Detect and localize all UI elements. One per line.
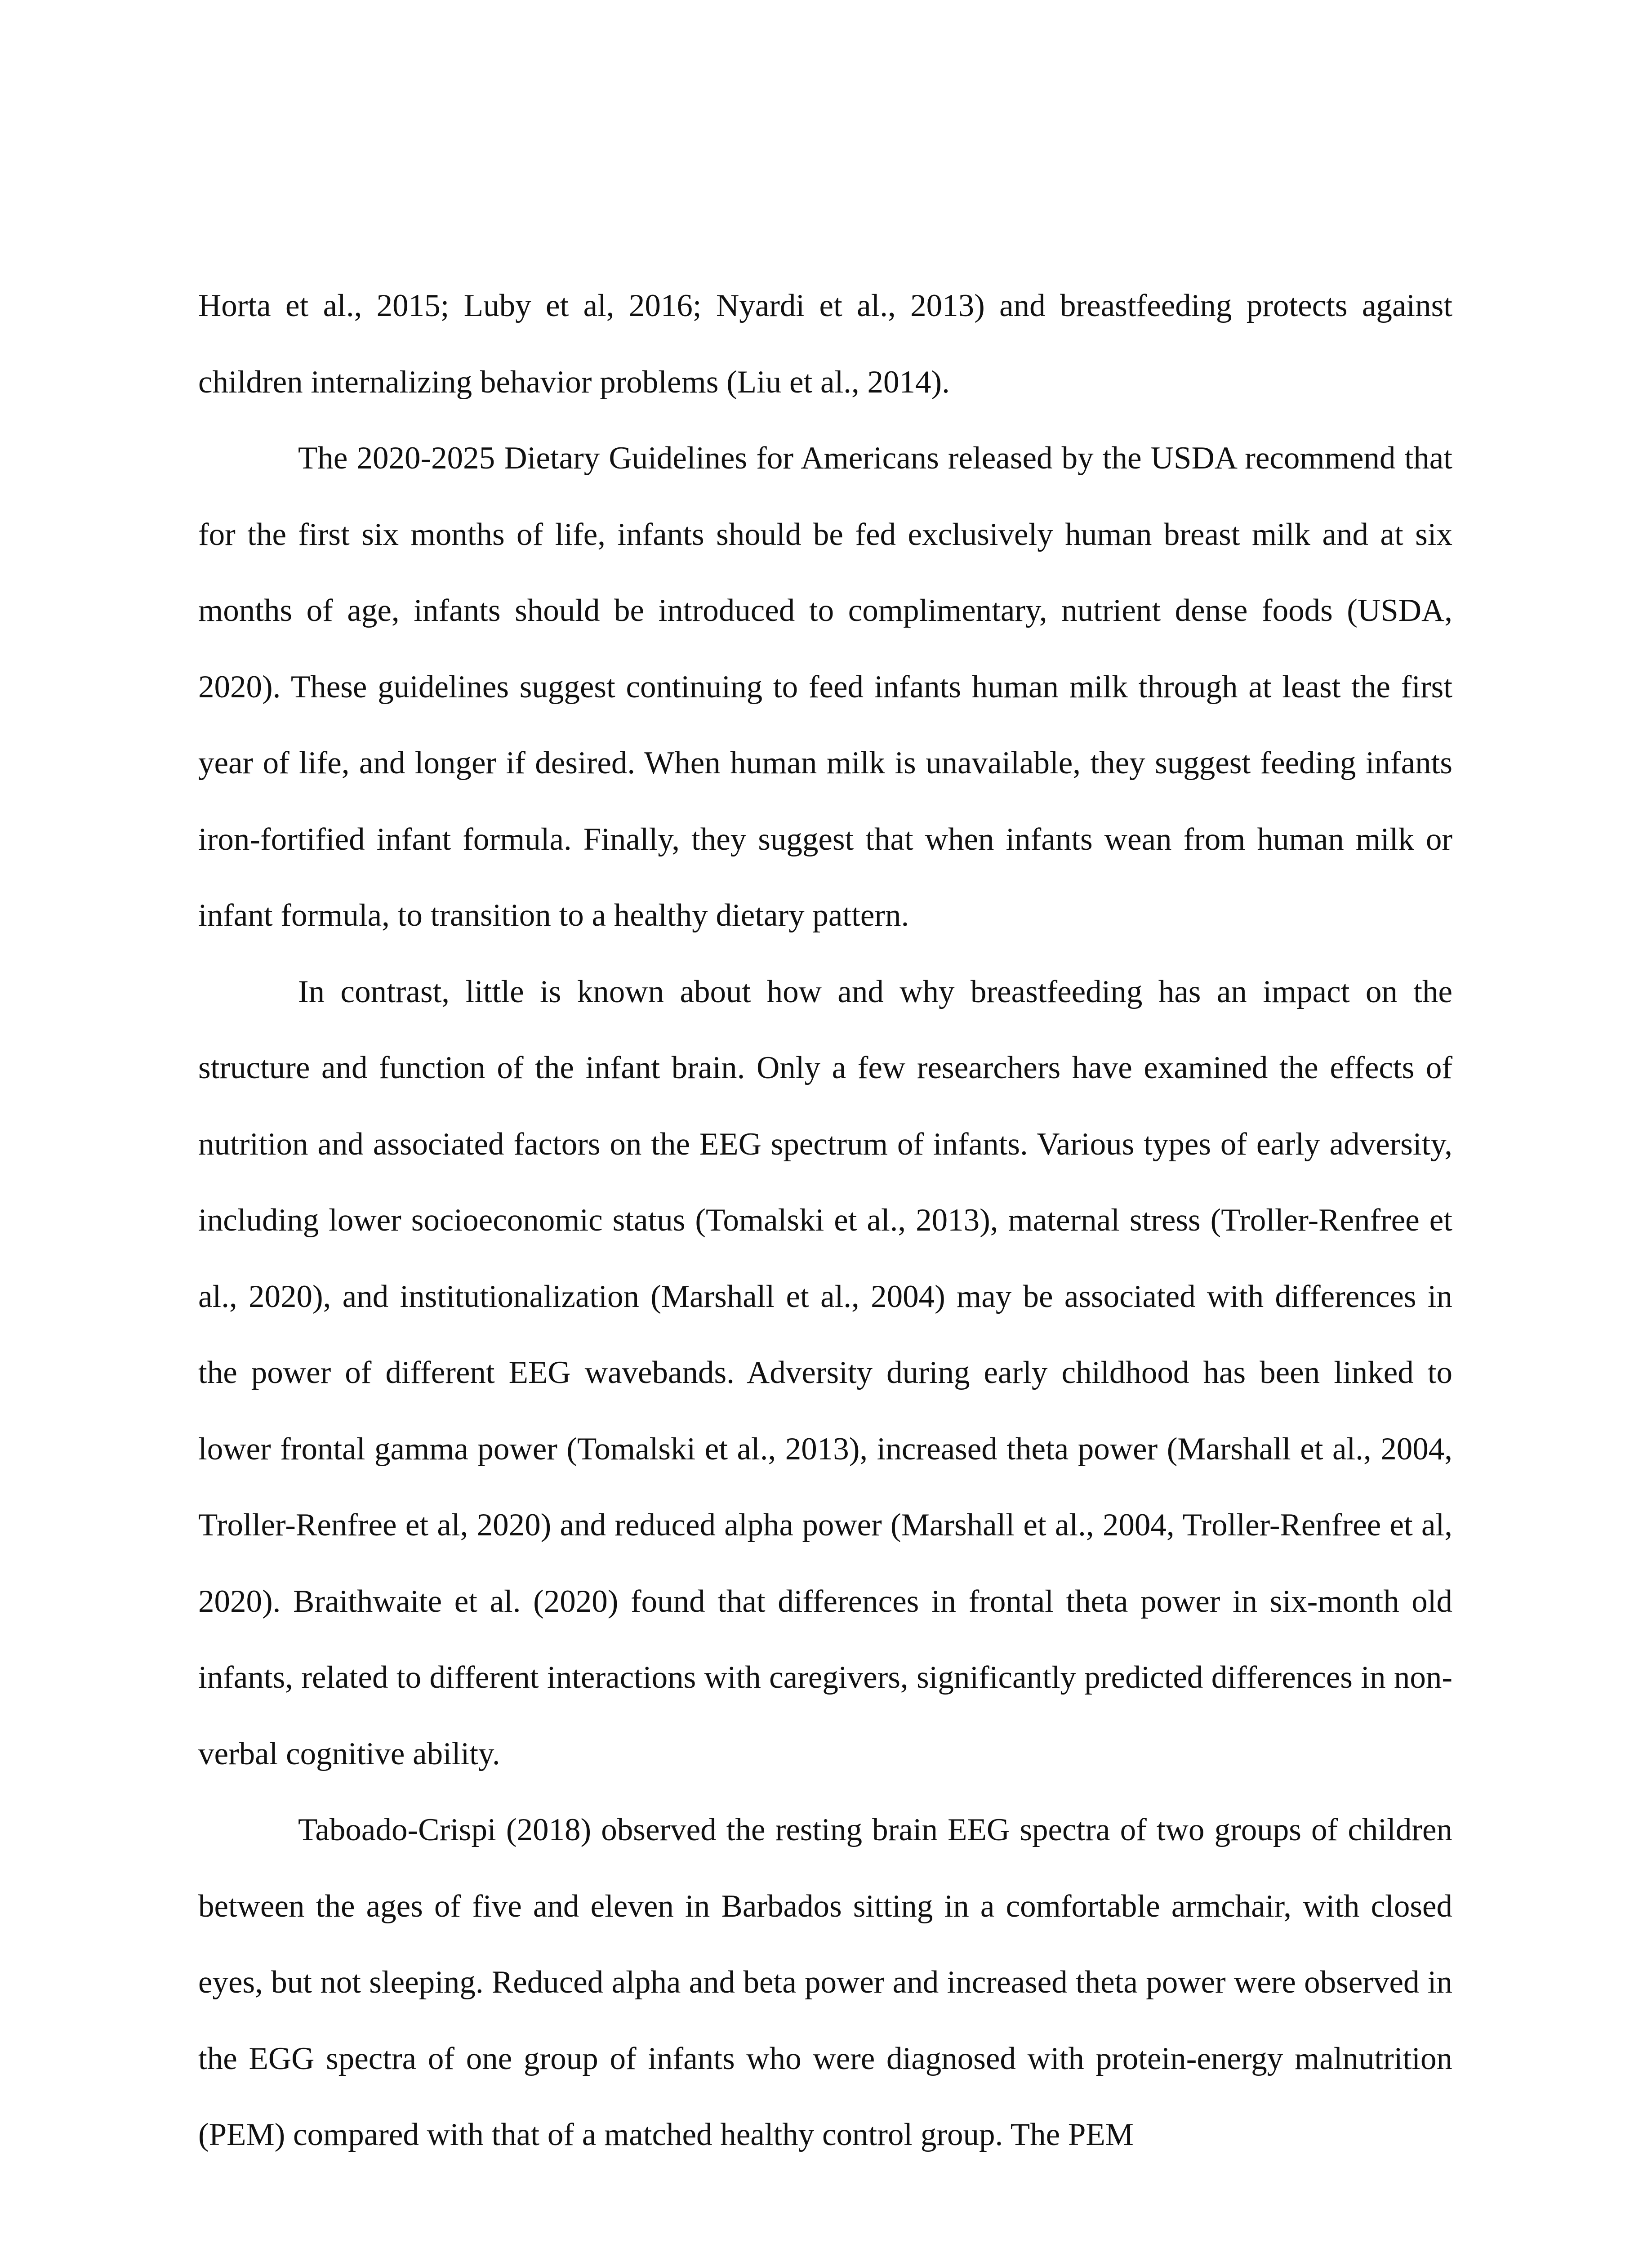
paragraph-pem-study: Taboado-Crispi (2018) observed the resting brain EEG spectra of two groups of children between the ages of five and eleven in Barbados sitting in a comfortable armchair, with closed eyes, but not sleeping. Reduced alpha and beta power and increased theta power were observed in the EGG spectra of one group of infants who were diagnosed with protein-energy malnutrition (PEM) compared with that of a matched healthy control group. The PEM	[198, 1812, 1452, 2152]
paragraph-eeg-adversity: In contrast, little is known about how and why breastfeeding has an impact on the structure and function of the infant brain. Only a few researchers have examined the effects of nutrition and associated factors on the EEG spectrum of infants. Various types of early adversity, including lower socioeconomic status (Tomalski et al., 2013), maternal stress (Troller-Renfree et al., 2020), and institutionalization (Marshall et al., 2004) may be associated with differences in the power of different EEG wavebands. Adversity during early childhood has been linked to lower frontal gamma power (Tomalski et al., 2013), increased theta power (Marshall et al., 2004, Troller-Renfree et al, 2020) and reduced alpha power (Marshall et al., 2004, Troller-Renfree et al, 2020). Braithwaite et al. (2020) found that differences in frontal theta power in six-month old infants, related to different interactions with caregivers, significantly predicted differences in non-verbal cognitive ability.	[198, 974, 1452, 1771]
paragraph-continuation: Horta et al., 2015; Luby et al, 2016; Nyardi et al., 2013) and breastfeeding protects against children internalizing behavior problems (Liu et al., 2014).	[198, 288, 1452, 400]
body-text	[198, 268, 1452, 2173]
paragraph-dietary-guidelines: The 2020-2025 Dietary Guidelines for Americans released by the USDA recommend that for the first six months of life, infants should be fed exclusively human breast milk and at six months of age, infants should be introduced to complimentary, nutrient dense foods (USDA, 2020). These guidelines suggest continuing to feed infants human milk through at least the first year of life, and longer if desired. When human milk is unavailable, they suggest feeding infants iron-fortified infant formula. Finally, they suggest that when infants wean from human milk or infant formula, to transition to a healthy dietary pattern.	[198, 441, 1452, 933]
